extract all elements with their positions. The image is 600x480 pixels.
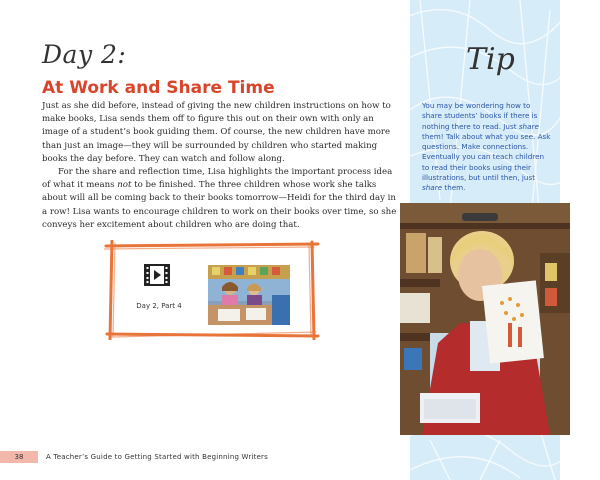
tip-emphasis-1: share	[518, 121, 539, 131]
paragraph-1: Just as she did before, instead of giving the new children instructions on how to make books, Lisa sends them off to figure this out on their own with only an image of a student’s book guiding them. Of course, the new children have more than just an image—they will be surrounded by children who started making books the day before. They can watch and follow along.	[42, 101, 391, 164]
paragraph-2-text-a: For the share and reflection time, Lisa highlights the important process idea of what it means	[42, 167, 393, 191]
tip-heading: Tip	[466, 42, 515, 77]
video-callout[interactable]	[104, 240, 320, 340]
video-caption: Day 2, Part 4	[136, 302, 182, 310]
body-text	[42, 100, 402, 232]
tip-emphasis-2: share	[422, 183, 443, 193]
day-label: Day 2:	[42, 40, 127, 69]
film-play-icon[interactable]	[144, 264, 170, 286]
tip-text-b: them! Talk about what you see. Ask questions. Make connections. Eventually you can teach children to read their books using their illustrations, but until then, just	[422, 131, 551, 183]
tip-text-a: You may be wondering how to share students’ books if there is nothing there to read. Just	[422, 101, 538, 131]
tip-text	[422, 101, 552, 194]
teacher-holding-book-image	[400, 203, 570, 435]
book-title: A Teacher’s Guide to Getting Started with Beginning Writers	[46, 453, 268, 461]
paragraph-2-emphasis: not	[117, 180, 132, 191]
classroom-thumbnail-image	[208, 265, 290, 325]
page-number: 38	[0, 451, 38, 463]
teacher-photo	[400, 203, 570, 435]
paragraph-2-text-b: to be finished. The three children whose work she talks about will all be coming back to their books tomorrow—Heidi for the third day in a row! Lisa wants to encourage children to work on their books over time, so she conveys her excitement about children who are doing that.	[42, 180, 397, 230]
video-thumbnail[interactable]	[208, 265, 290, 325]
paragraph-2	[42, 166, 402, 232]
tip-text-c: them.	[442, 183, 466, 193]
section-title: At Work and Share Time	[42, 78, 275, 98]
